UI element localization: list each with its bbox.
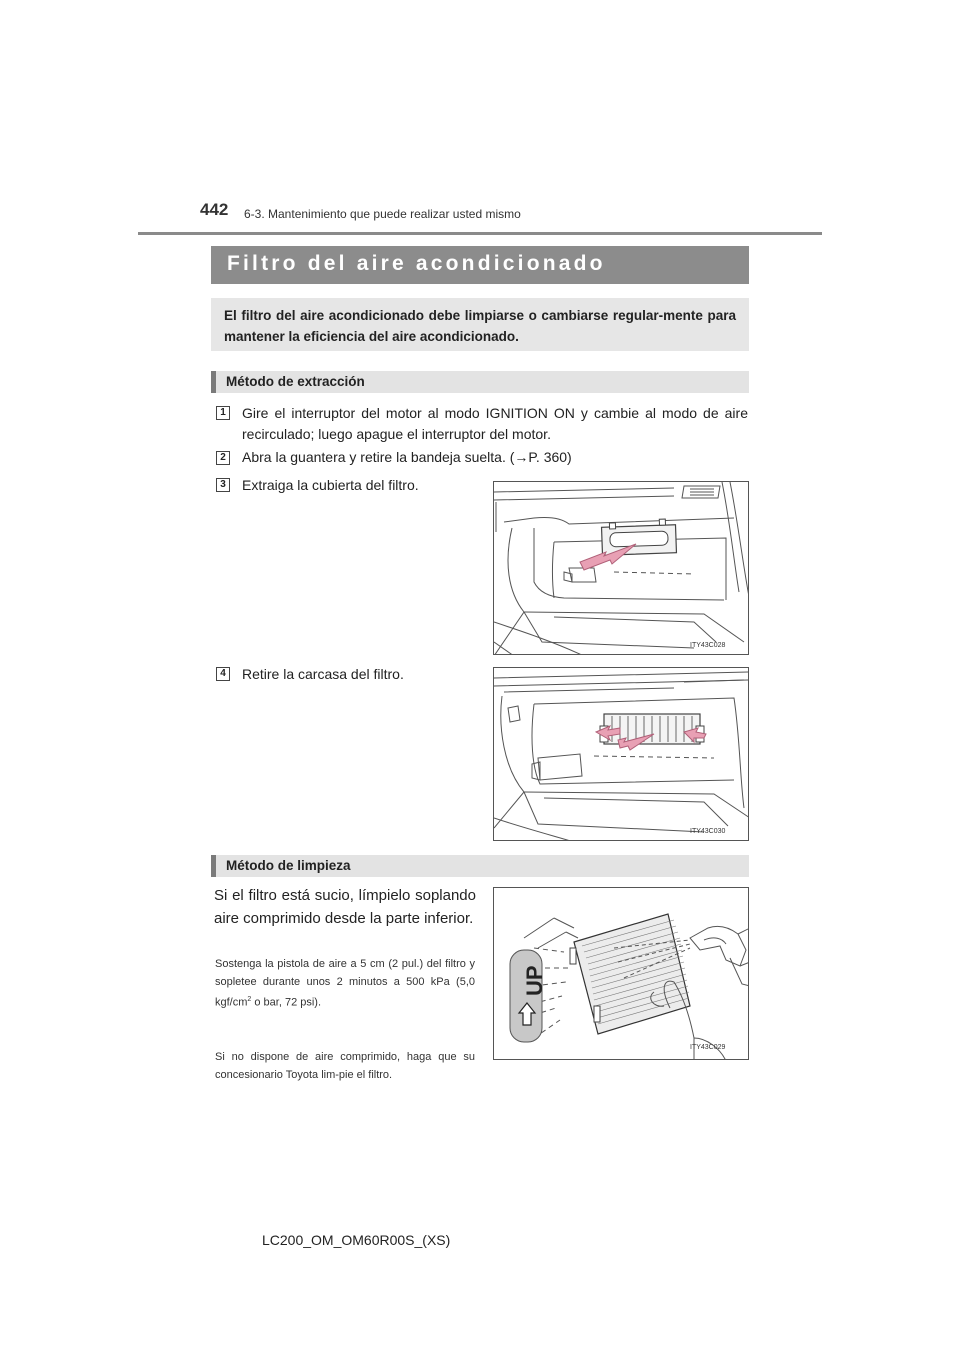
up-label-text: UP xyxy=(522,965,547,996)
intro-text: El filtro del aire acondicionado debe limpiarse o cambiarse regular-mente para mantener la eficiencia del aire acondicionado. xyxy=(224,308,736,344)
step-number-1: 1 xyxy=(216,406,230,420)
intro-box xyxy=(211,298,749,351)
filter-housing-illustration xyxy=(494,668,749,841)
page-number: 442 xyxy=(200,200,229,219)
figure-filter-cover xyxy=(493,481,749,655)
figure-filter-housing xyxy=(493,667,749,841)
note1-superscript: 2 xyxy=(247,996,252,1003)
cleaning-heading-text: Método de limpieza xyxy=(226,858,351,873)
figure-code-1: ITY43C028 xyxy=(690,642,726,649)
step-number-3: 3 xyxy=(216,478,230,492)
header-divider xyxy=(138,232,822,235)
note1-text: Sostenga la pistola de aire a 5 cm (2 pul.) del filtro y sopletee durante unos 2 minutos a 500 kPa (5,0 kgf/cm xyxy=(215,958,475,1009)
footer-document-code: LC200_OM_OM60R00S_(XS) xyxy=(262,1232,451,1248)
cleaning-main-text: Si el filtro está sucio, límpielo soplando aire comprimido desde la parte inferior. xyxy=(214,887,476,927)
filter-cleaning-illustration xyxy=(494,888,749,1060)
note1-text-end: o bar, 72 psi). xyxy=(251,996,322,1009)
section-reference: 6-3. Mantenimiento que puede realizar usted mismo xyxy=(244,207,521,221)
step-text-3: Extraiga la cubierta del filtro. xyxy=(242,477,419,493)
step-text-1: Gire el interruptor del motor al modo IGNITION ON y cambie al modo de aire recirculado; luego apague el interruptor del motor. xyxy=(242,405,748,442)
page-title: Filtro del aire acondicionado xyxy=(227,252,606,275)
extraction-heading-text: Método de extracción xyxy=(226,374,365,389)
figure-code-2: ITY43C030 xyxy=(690,828,726,835)
cleaning-note-1 xyxy=(215,955,475,1012)
figure-code-3: ITY43C029 xyxy=(690,1044,726,1051)
figure-filter-cleaning xyxy=(493,887,749,1060)
step-text-4: Retire la carcasa del filtro. xyxy=(242,666,404,682)
title-bar xyxy=(211,246,749,284)
step-number-4: 4 xyxy=(216,667,230,681)
cleaning-note-2: Si no dispone de aire comprimido, haga que su concesionario Toyota lim-pie el filtro. xyxy=(215,1051,475,1081)
filter-cover-illustration xyxy=(494,482,749,655)
step-text-2: Abra la guantera y retire la bandeja suelta. (→P. 360) xyxy=(242,449,572,465)
cleaning-heading xyxy=(211,855,749,877)
extraction-heading xyxy=(211,371,749,393)
step-number-2: 2 xyxy=(216,451,230,465)
